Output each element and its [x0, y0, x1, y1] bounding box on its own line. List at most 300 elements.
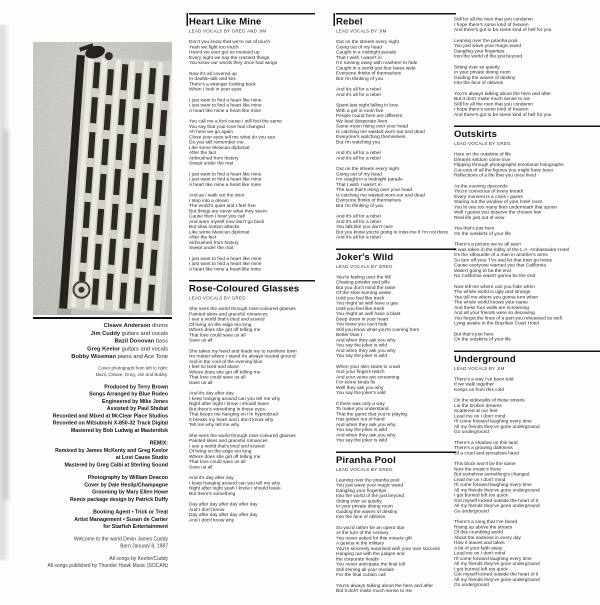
- lyric-line: All my friends they've gone underground: [454, 487, 540, 493]
- welcome-note: [18, 536, 168, 550]
- lyric-line: Of the slow burning waste: [336, 290, 392, 296]
- lyric-line: You just wave your magic wand: [336, 482, 404, 488]
- lyric-line: Real life just out of view: [454, 214, 505, 221]
- lyric-line: I'm caught in a midnight parade: [336, 176, 403, 182]
- stanza: [336, 583, 456, 594]
- lyric-line: You never anticipate the final toll: [336, 561, 405, 567]
- song-title: Piranha Pool: [336, 454, 396, 466]
- lyric-line: And there's got to be some kind of hell for you: [454, 27, 552, 33]
- lyric-line: How it leaves and takes: [454, 540, 505, 546]
- stanza: [454, 226, 600, 237]
- lyric-line: Guiding the waves of destiny: [336, 508, 398, 515]
- lyric-line: But I'm watching you: [336, 139, 381, 145]
- stanza: [189, 433, 315, 470]
- note-line: Welcome to the world Devin James Cuddy: [73, 536, 168, 542]
- lyric-line: Dangling your fingertips: [336, 487, 387, 494]
- lyric-line: And there's got to be some kind of hell for you: [454, 111, 552, 118]
- lyric-line: This block won't be the same: [454, 461, 516, 467]
- credit-line: Artist Management • Susan de Cartier: [74, 516, 168, 523]
- section-rule: [189, 13, 315, 15]
- lyric-line: Has gotten out of hand: [336, 416, 385, 422]
- lyric-line: Better than I: [336, 332, 363, 338]
- lyric-line: The sun that's rising over your head: [336, 187, 413, 193]
- remix-credits: [18, 440, 168, 469]
- lyric-line: I hope there's some kind of heaven: [454, 106, 529, 112]
- design-credits: [18, 474, 168, 503]
- lyric-line: After the fact: [189, 150, 217, 156]
- lyric-line: As the evening descends: [454, 183, 508, 189]
- lyric-line: In your private dining room: [336, 503, 393, 509]
- stanza: [454, 91, 600, 117]
- lyric-line: Lead me on I don't mind: [454, 476, 506, 483]
- lyric-line: Airbrushed from history: [189, 239, 239, 246]
- song-header: [454, 126, 600, 147]
- stanza: [189, 502, 315, 523]
- band-member: [18, 322, 168, 330]
- lyric-line: Now the music's there: [454, 466, 502, 472]
- lyric-line: You say that your love has changed: [189, 123, 265, 130]
- lyric-line: On the outskirts of your life: [454, 336, 512, 342]
- lyric-line: Yeah we fight too much: [189, 44, 239, 50]
- note-line: All songs by Keelor/Cuddy: [109, 555, 168, 562]
- lyric-line: A bit of your faith away: [454, 545, 503, 551]
- lyric-line: You say the joker is wild: [336, 427, 388, 433]
- lyric-line: I keep hanging around can you tell me why: [189, 395, 281, 402]
- lyric-line: But it don't make much sense to me: [454, 96, 531, 102]
- lyric-line: Don't you know that we're out of touch: [189, 39, 271, 45]
- section-rule: [189, 280, 315, 282]
- band-member: [18, 338, 168, 346]
- lyric-line: But it don't make much sense to me: [336, 588, 413, 594]
- song-lead-vocals: LEAD VOCALS BY GREG: [454, 141, 511, 146]
- lyric-line: And when they ask you why: [336, 347, 396, 354]
- lyric-line: Rising up above the streets: [454, 524, 513, 530]
- credit-line: Mastered by Greg Calbi at Sterling Sound: [64, 461, 168, 468]
- lyric-line: All my friends they've gone underground: [454, 576, 540, 583]
- lyric-line: That I wish I wasn't in: [336, 54, 382, 61]
- lyric-line: You say the joker's wild: [336, 390, 386, 396]
- lyric-line: You say the joker is wild: [336, 437, 388, 443]
- lyric-line: Staring out the window of your hotel room: [454, 199, 543, 205]
- band-member: [18, 353, 168, 361]
- member-name: Cleave Anderson: [103, 322, 151, 329]
- lyric-line: Hanging out with the judges and: [336, 551, 405, 557]
- song-section: [454, 126, 600, 343]
- stanza: [454, 440, 600, 456]
- lyric-line: Scattered at our feet: [454, 408, 498, 414]
- stanza: [189, 40, 315, 66]
- lyric-line: Of this crumbling world: [454, 529, 503, 535]
- lyric-line: And warn myself now don't go back: [189, 218, 265, 225]
- lyric-line: I feel so tired and alone: [189, 364, 239, 370]
- lyric-line: After the fact: [189, 234, 217, 240]
- scan-streak: [4, 130, 8, 500]
- stanza: [454, 284, 600, 326]
- lyric-line: For some kinda fix: [336, 379, 376, 385]
- lyric-line: And all your friends were so deceiving: [454, 310, 535, 316]
- stanza: [189, 307, 315, 344]
- credit-line: Recorded on Mitsubishi X-850-32 Track Digital: [52, 420, 168, 426]
- credit-line: Booking Agent • Trick or Treat: [93, 509, 168, 515]
- lyric-line: Like some Mexican diplomat: [189, 229, 250, 235]
- lyric-line: But there's something in those eyes: [189, 406, 265, 412]
- lyric-line: That love could save us all: [189, 332, 246, 338]
- lyric-line: Wasn't going to be the end: [454, 267, 511, 274]
- booking-credits: [18, 509, 168, 531]
- lyric-line: Save us all: [189, 464, 213, 470]
- song-header: [336, 248, 456, 269]
- production-credits: [18, 383, 168, 434]
- lyric-line: There's a picture we've all seen: [454, 241, 521, 247]
- lyric-line: Still shining all your medals: [336, 566, 394, 573]
- stanza: [189, 193, 315, 251]
- member-name: Jim Cuddy: [90, 330, 121, 337]
- member-name: Greg Keelor: [87, 345, 121, 352]
- song-title: Rose-Coloured Glasses: [189, 283, 300, 294]
- lyric-line: Same moon rising over your head: [336, 123, 408, 129]
- lyric-line: Leaning over the piranha pool: [454, 37, 518, 44]
- lyric-line: Still for all the men that you condemn: [454, 101, 533, 107]
- stanza: [454, 377, 600, 393]
- lyric-line: Dangling your fingertips: [454, 48, 505, 54]
- stanza: [336, 525, 456, 578]
- lyric-line: Cause then I hear you call: [189, 213, 245, 219]
- member-role: guitars and vocals: [121, 345, 168, 352]
- section-rule: [454, 126, 600, 128]
- section-corner-tick: [187, 13, 189, 26]
- lyric-line: Go underground: [454, 582, 489, 588]
- lyric-line: A heart like mine a heart like mine: [189, 107, 261, 114]
- lyric-line: I just want to find a heart like mine: [189, 176, 262, 182]
- lyric-line: About the sadness in every day: [454, 534, 521, 541]
- lyric-line: How'd we ever get so messed up: [189, 49, 260, 55]
- credit-line: at Lost Cause Studio: [115, 454, 168, 461]
- lyric-line: I just want to find a heart like mine: [189, 102, 262, 108]
- band-credits: [18, 322, 168, 361]
- stanza: [336, 214, 456, 240]
- lyric-line: I just want to find a heart like mine: [189, 261, 262, 267]
- lyric-line: And it's all for a rebel: [336, 86, 381, 92]
- lyric-line: Close your eyes tell me what do you see: [189, 134, 276, 140]
- lyrics-column-2: [336, 13, 456, 599]
- lyric-line: Where does she get off telling me: [189, 369, 261, 375]
- lyric-line: Where does she get off telling me: [189, 453, 261, 460]
- lyric-line: Painted skies and graceful romances: [189, 438, 268, 444]
- lyric-line: Tell me why tell me why: [189, 422, 240, 428]
- lyric-line: Is catching me wasted worn-out and dead: [336, 128, 425, 135]
- member-role: bass: [155, 338, 168, 344]
- lyric-line: When your skin starts to crawl: [336, 363, 400, 370]
- lyric-line: Into the face of oblivion: [336, 514, 386, 520]
- lyric-line: Now it's all covered up: [189, 70, 237, 77]
- credit-line: Produced by Terry Brown: [104, 383, 168, 390]
- credit-line: Grooming by Mary Ellen Howe: [92, 489, 168, 495]
- lyric-line: Do you still remember me: [189, 139, 244, 145]
- lyric-line: I'll come forward laughing every time: [454, 482, 532, 488]
- stanza: [454, 17, 600, 33]
- lyric-line: But things are never what they seem: [189, 208, 267, 214]
- lyric-line: Into the world of the just beyond: [454, 53, 522, 59]
- lyric-line: Cut-outs of all the figures you might have been: [454, 167, 554, 173]
- stanza: [454, 184, 600, 221]
- lyric-line: Save us all: [189, 379, 213, 386]
- lyric-line: But somehow something's changed: [454, 471, 530, 477]
- song-section: [454, 350, 600, 588]
- lyric-line: Swept under the mat: [189, 245, 234, 251]
- song-lead-vocals: LEAD VOCALS BY GREG AND JIM: [189, 28, 267, 34]
- song-header: [336, 451, 456, 472]
- lyric-line: You say the joker is wild: [336, 342, 388, 348]
- lyric-line: All my friends they've gone underground: [454, 561, 540, 567]
- song-section: [189, 280, 315, 523]
- section-rule: [336, 248, 456, 250]
- song-header: [189, 13, 315, 34]
- lyric-line: With a girl in room five: [336, 107, 384, 114]
- lyric-line: That love could save us all: [189, 374, 246, 380]
- lyric-line: Like some Mexican diplomat: [189, 144, 250, 151]
- photo-divider-rule: [33, 317, 172, 319]
- lyric-line: But slow motion attacks: [189, 224, 240, 230]
- lyric-line: You call me a fool cause I still feel the same: [189, 118, 282, 124]
- lyric-line: Out on the streets every night: [336, 39, 399, 45]
- lyric-line: All my friends they've gone underground: [454, 423, 540, 430]
- lyric-line: And when they ask you why: [336, 432, 396, 438]
- lyric-line: A genius in the military: [336, 540, 384, 546]
- lyric-line: And it's all for a rebel: [336, 155, 381, 161]
- lyric-line: No matter where I stand it's always neutral ground: [189, 353, 296, 359]
- lyric-line: I'll come forward laughing every time: [454, 555, 532, 562]
- lyric-line: It breaks my heart and I don't know why: [189, 416, 274, 423]
- lyric-line: You know our words they once had wings: [189, 60, 278, 66]
- lyric-line: You might as well have a blast: [336, 311, 401, 317]
- lyric-line: Caught in a world just four lanes wide: [336, 65, 416, 71]
- stanza: [189, 391, 315, 428]
- lyric-line: Every moment is a crisis I guess: [454, 193, 523, 200]
- song-title: Rebel: [336, 16, 363, 27]
- lyric-line: I just want to find a heart like mine: [189, 171, 262, 177]
- member-role: guitars and vocals: [121, 330, 168, 337]
- lyric-line: There's a growing darkness: [454, 445, 513, 451]
- song-section: [454, 17, 600, 118]
- lyric-line: I just want to find a heart like mine: [189, 97, 262, 103]
- cover-note-line: Bazil, Cleave, Greg, Jim and Bobby.: [96, 371, 168, 377]
- lyric-line: But there's something: [189, 490, 236, 497]
- lyric-line: Painted skies and graceful romances: [189, 311, 268, 317]
- lyric-line: A heart like mine a heart like mine: [189, 266, 261, 272]
- lyric-line: I see a world that's tired and scared: [189, 316, 265, 322]
- lyric-line: Out on the streets every night: [336, 166, 399, 172]
- lyric-line: If there was only a way: [336, 400, 385, 407]
- stanza: [336, 40, 456, 82]
- lyric-line: And it's day after day: [189, 475, 234, 481]
- lyric-line: You're always talking about the here and after: [336, 582, 434, 589]
- lyrics-column-3: [454, 17, 600, 593]
- stanza: [336, 275, 456, 359]
- lyric-line: There's a stranger looking back: [189, 81, 256, 87]
- lyric-line: But you know you're going to miss me if I'm not there: [336, 229, 449, 235]
- stanza: [336, 87, 456, 98]
- lyric-line: You're sincerely surprised with your own success: [336, 545, 440, 552]
- lyric-line: the corporate heads: [336, 556, 379, 562]
- lyric-line: For the final curtain call: [336, 572, 386, 578]
- lyric-line: In double-talk and lies: [189, 76, 236, 82]
- song-title: Underground: [454, 353, 516, 365]
- song-header: [336, 13, 456, 34]
- lyric-line: Guiding the waves of destiny: [454, 74, 516, 81]
- lyric-line: And it's all for a rebel: [336, 150, 381, 156]
- song-lead-vocals: LEAD VOCALS BY GREG: [336, 466, 393, 472]
- lyric-line: Spent last night falling in love: [336, 102, 399, 108]
- lyric-line: Go underground: [454, 508, 489, 514]
- section-rule: [336, 13, 456, 15]
- lyric-line: People round here are different: [336, 113, 403, 119]
- lyric-line: You lit one too many fires underneath that spoon: [454, 204, 558, 210]
- radiator-body: [59, 42, 172, 315]
- lyric-line: You never asked for this miracle gift: [336, 535, 412, 541]
- lyric-line: On the outskirts of your life: [454, 230, 512, 237]
- stanza: [189, 71, 315, 92]
- lyric-line: And these four walls are screaming: [454, 304, 529, 311]
- stanza: [454, 462, 600, 515]
- lyric-line: And I don't know why: [189, 517, 235, 523]
- lyric-line: Lead me on I don't mind: [454, 550, 506, 556]
- credit-line: REMIX:: [149, 440, 168, 446]
- song-lead-vocals: LEAD VOCALS BY GREG: [189, 295, 246, 301]
- lyric-line: Night after night yeah I know I should leave: [189, 485, 281, 491]
- stanza: [454, 38, 600, 59]
- lyric-line: Day after day after day after day: [189, 512, 258, 518]
- lyric-line: You're feeling over the hill: [336, 274, 391, 280]
- stanza: [454, 152, 600, 178]
- lyric-line: You forgot the lines of a part you rehearsed so well: [454, 315, 562, 321]
- lyric-line: I'll come forward laughing every time: [454, 418, 532, 424]
- lyric-line: And it's day after day: [189, 390, 234, 396]
- lyric-line: Night after night I know I should leave: [189, 401, 269, 407]
- lyric-line: And your fingers twitch: [336, 369, 385, 375]
- lyric-line: Of living on the edge too long: [189, 321, 252, 328]
- stanza: [336, 364, 456, 396]
- song-section: [336, 13, 456, 240]
- lyric-line: In your private dining room: [454, 69, 511, 75]
- member-role: drums: [152, 322, 168, 329]
- lyric-line: Go underground: [454, 429, 489, 435]
- section-corner-tick: [334, 13, 336, 26]
- lyric-line: Well I guess you deserve the chosen few: [454, 209, 542, 215]
- lyric-line: Lying awake in the Brazilian Court Hotel: [454, 320, 539, 326]
- lyric-line: She sees the world through rose-coloured glasses: [189, 432, 296, 439]
- lyric-line: But that's just here: [454, 331, 494, 337]
- stanza: [454, 242, 600, 279]
- lyric-line: Until you feel like trash: [336, 295, 385, 301]
- stanza: [189, 256, 315, 272]
- stanza: [454, 520, 600, 588]
- lyric-line: All my friends they've gone underground: [454, 503, 540, 509]
- lyric-line: I step into a dream: [189, 197, 229, 204]
- lyric-line: Of living on the edge too long: [189, 448, 252, 454]
- song-section: [189, 13, 315, 272]
- credit-line: Cover by Dale Heslip/Champagne: [84, 481, 168, 488]
- lyric-line: She sees the world through rose-coloured glasses: [189, 306, 296, 312]
- lyric-line: You might as well have a gas: [336, 300, 398, 306]
- lyric-line: No California wasn't gonna be the end: [454, 273, 536, 279]
- lyric-line: You just wave your magic wand: [454, 43, 522, 49]
- song-section: [336, 451, 456, 594]
- credit-line: Engineered by Mike Jones: [102, 398, 168, 405]
- lyric-line: There's a song that I've heard: [454, 519, 518, 525]
- lyric-line: The world's quiet and I feel free: [189, 203, 256, 209]
- lyric-line: Of a cruel and senseless hand: [454, 450, 519, 456]
- lyric-line: Got myself locked outside the heart of it: [454, 497, 539, 504]
- lyric-line: That keeps me hanging on I'm hypnotized: [189, 411, 278, 417]
- credits-column: [18, 322, 168, 569]
- lyric-line: Everyone thinks of themselves: [336, 70, 402, 76]
- lyric-line: I keep hanging around can you tell me why: [189, 480, 281, 486]
- lyric-line: Deep down in your heart: [336, 316, 389, 322]
- lyric-line: There's a shadow on this land: [454, 439, 518, 446]
- lyric-line: Got myself locked outside the heart of it: [454, 571, 539, 577]
- stanza: [336, 103, 456, 145]
- lyric-line: Keeps us from this cold: [454, 386, 504, 393]
- lyric-line: So turn off your TVs and let that train go home: [454, 257, 553, 263]
- credit-line: Remixed by James McKenty and Greg Keelor: [55, 447, 168, 454]
- lyric-line: And when they ask you why: [336, 421, 396, 428]
- credit-line: Assisted by Paul Shubat: [106, 405, 168, 412]
- note-line: All songs published by Thunder Hawk Music (SOCAN): [47, 562, 168, 569]
- lyric-line: If we walk together: [454, 381, 494, 387]
- lyric-line: To make you understand: [336, 406, 389, 412]
- lyric-line: And it's all for a rebel: [336, 91, 381, 98]
- lyric-line: I hope there's some kind of heaven: [454, 21, 529, 28]
- stanza: [336, 167, 456, 209]
- lyric-line: I'm running away with nowhere to hide: [336, 60, 418, 66]
- lyric-line: But I'm thinking of you: [336, 75, 384, 82]
- lyric-line: But I'm thinking of you: [336, 202, 384, 209]
- lyric-line: It's the silhouette of a man in another's arms: [454, 252, 548, 258]
- lyric-line: When I look in your eyes: [189, 86, 242, 92]
- lyric-line: There's a way I've been told: [454, 376, 514, 382]
- lyric-line: Save us all: [189, 337, 213, 343]
- lyric-line: So you'd rather be an opera star: [336, 524, 405, 531]
- lyric-line: We lead desperate lives: [336, 118, 388, 124]
- lyric-line: A heart like mine a heart like mine: [189, 181, 261, 188]
- lyric-line: Where does she get off telling me: [189, 327, 261, 333]
- lyric-line: You say the joker is wild: [336, 353, 388, 359]
- lyric-line: Until you feel like trash: [336, 305, 385, 312]
- lyric-line: Everyone's watching themselves: [336, 134, 406, 140]
- lyric-line: But you don't mind the taste: [336, 284, 396, 291]
- lyric-line: You're conscious of every breath: [454, 188, 524, 194]
- song-title: Heart Like Mine: [189, 16, 262, 27]
- lyric-line: Now tell me where can you hide when: [454, 283, 535, 290]
- lyric-line: She takes my hand and leads me to nowhere town: [189, 348, 297, 354]
- lyric-line: Dreams seldom come true: [454, 156, 511, 163]
- stanza: [189, 119, 315, 166]
- song-section: [336, 248, 456, 443]
- lyric-line: And it's all for a rebel: [336, 213, 381, 219]
- cover-photo-note: [18, 365, 168, 378]
- stanza: [336, 478, 456, 520]
- lyric-line: Ah here we go again: [189, 129, 234, 135]
- song-header: [189, 280, 315, 301]
- lyric-line: Reflections of a life that you once lived: [454, 172, 536, 178]
- song-title: Joker's Wild: [336, 251, 394, 263]
- stanza: [454, 65, 600, 86]
- stanza: [189, 476, 315, 497]
- band-member: [18, 330, 168, 338]
- lyric-line: And as I walk out the door: [189, 192, 245, 198]
- lyric-line: Lead me on I don't mind: [454, 413, 506, 419]
- lyric-line: Yea tell me where you gonna turn when: [454, 294, 539, 300]
